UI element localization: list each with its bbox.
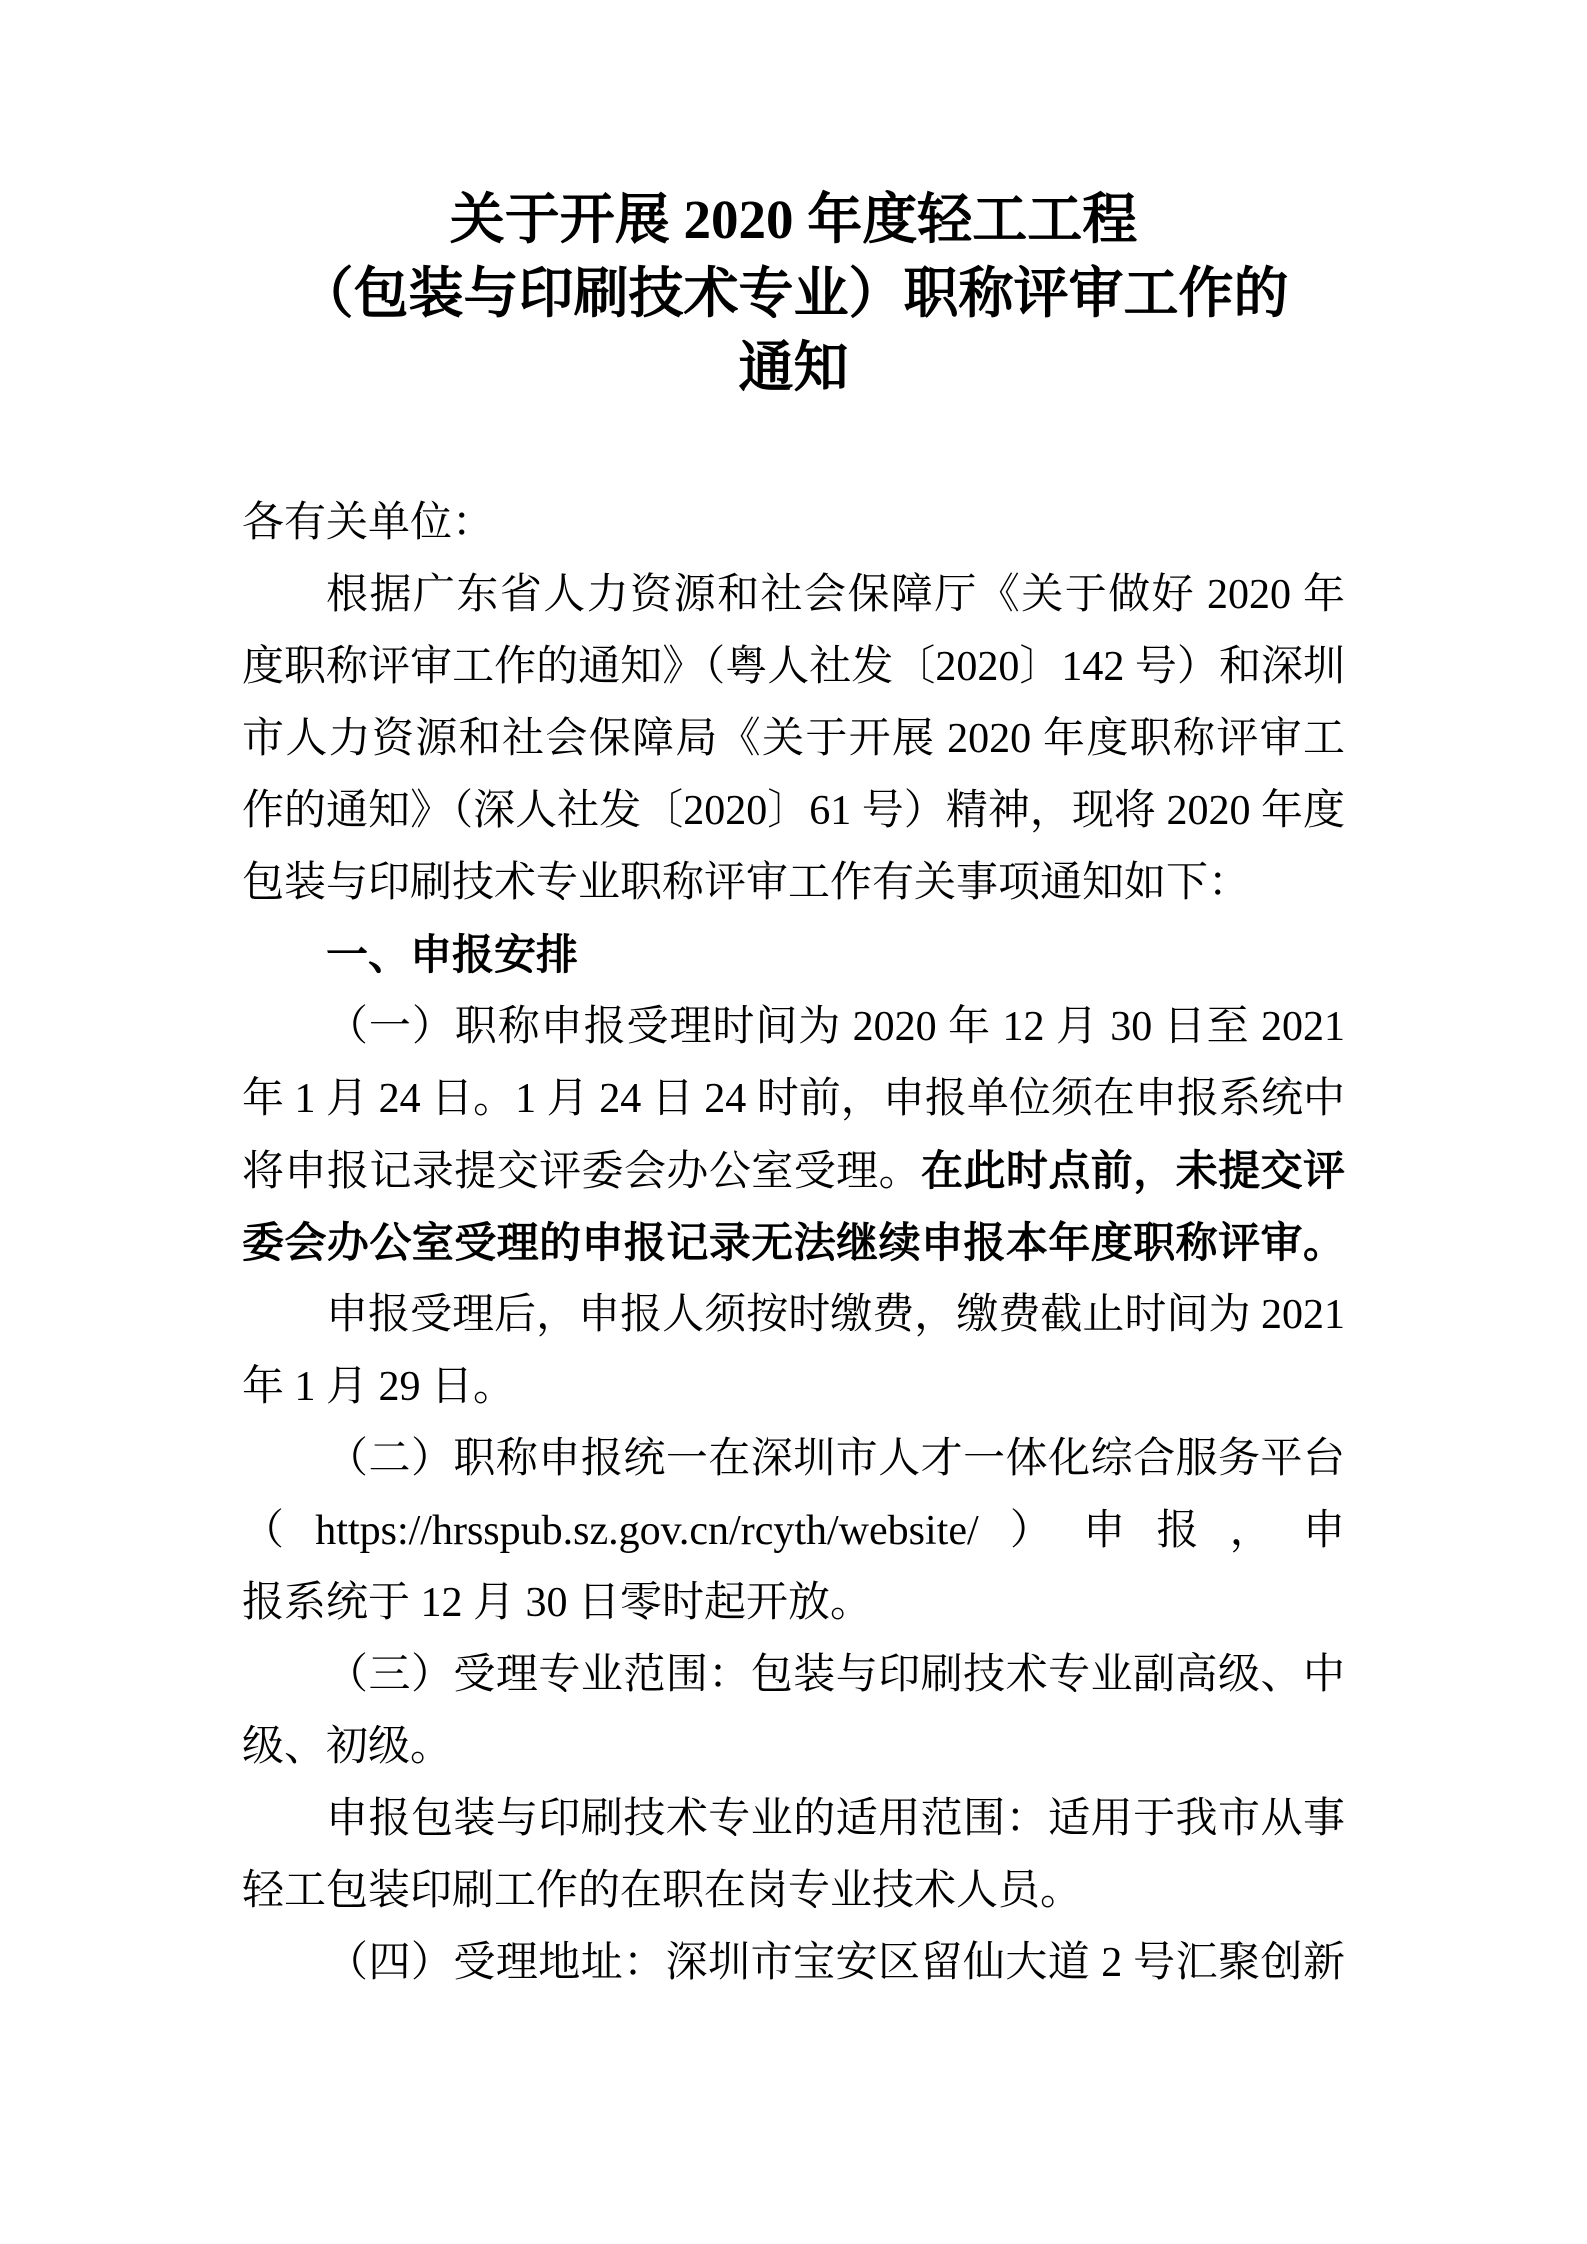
body-line: 申报包装与印刷技术专业的适用范围：适用于我市从事 [326,1796,1345,1842]
body-line-bold-text: 在此时点前，未提交评 [921,1147,1345,1194]
body-line: （一）职称申报受理时间为 2020 年 12 月 30 日至 2021 [326,1004,1345,1050]
document-body [242,487,1345,1999]
body-line: 申报受理后，申报人须按时缴费，缴费截止时间为 2021 [326,1292,1345,1338]
body-line: 级、初级。 [242,1724,453,1770]
salutation-line: 各有关单位： [242,500,495,546]
body-line: 度职称评审工作的通知》（粤人社发〔2020〕142 号）和深圳 [242,644,1345,690]
body-line: （四）受理地址：深圳市宝安区留仙大道 2 号汇聚创新 [326,1940,1345,1986]
body-line: 作的通知》（深人社发〔2020〕61 号）精神，现将 2020 年度 [242,788,1345,834]
section-heading: 一、申报安排 [326,931,579,978]
document-title-line-2: （包装与印刷技术专业）职称评审工作的 [298,263,1289,324]
body-line: 轻工包装印刷工作的在职在岗专业技术人员。 [242,1868,1083,1914]
document-title-line-3: 通知 [738,337,849,398]
body-line: 根据广东省人力资源和社会保障厅《关于做好 2020 年 [326,572,1345,618]
body-line: （三）受理专业范围：包装与印刷技术专业副高级、中 [326,1652,1345,1698]
document-title [242,183,1345,405]
body-line [242,1135,1345,1207]
body-line: 年 1 月 24 日。1 月 24 日 24 时前，申报单位须在申报系统中 [242,1076,1345,1122]
body-line: 报系统于 12 月 30 日零时起开放。 [242,1580,873,1626]
body-line-bold: 委会办公室受理的申报记录无法继续申报本年度职称评审。 [242,1219,1345,1266]
body-line: 包装与印刷技术专业职称评审工作有关事项通知如下： [242,860,1251,906]
body-line: 年 1 月 29 日。 [242,1364,516,1410]
body-line-url: （https://hrsspub.sz.gov.cn/rcyth/website/）申报，申 [242,1508,1345,1554]
document-title-line-1: 关于开展 2020 年度轻工工程 [449,189,1138,250]
body-line: （二）职称申报统一在深圳市人才一体化综合服务平台 [326,1436,1345,1482]
body-line: 市人力资源和社会保障局《关于开展 2020 年度职称评审工 [242,716,1345,762]
body-line-normal-text: 将申报记录提交评委会办公室受理。 [242,1149,922,1195]
